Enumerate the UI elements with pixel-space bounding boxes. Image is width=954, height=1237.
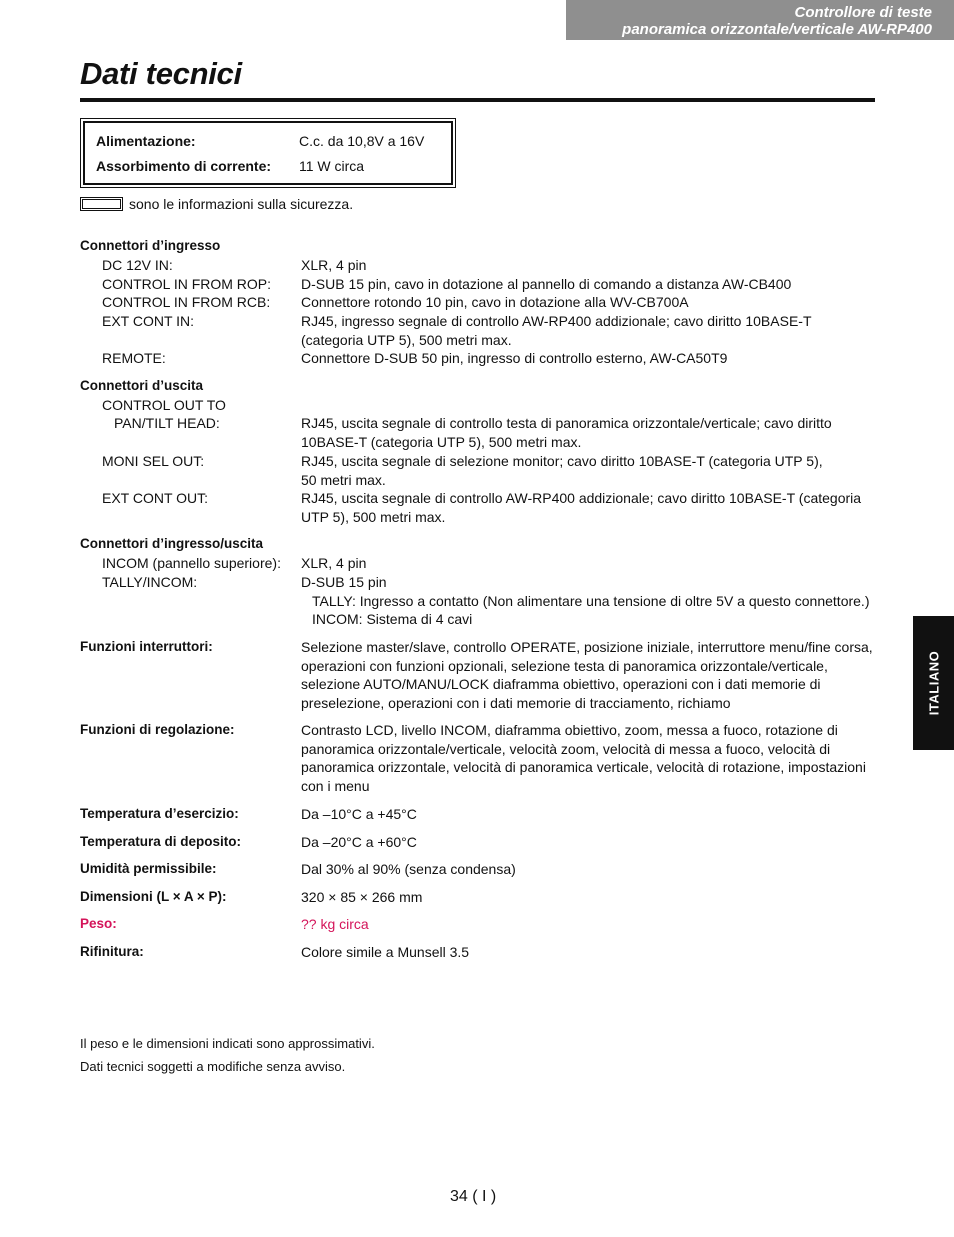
input-label: EXT CONT IN: xyxy=(102,313,195,329)
io-label: INCOM (pannello superiore): xyxy=(102,555,281,571)
header-line-1: Controllore di teste xyxy=(794,4,932,21)
output-value: RJ45, uscita segnale di controllo AW-RP400 addizionale; cavo diritto 10BASE-T (categoria UTP 5), 500 metri max. xyxy=(301,490,862,525)
input-value: RJ45, ingresso segnale di controllo AW-RP400 addizionale; cavo diritto 10BASE-T (categoria UTP 5), 500 metri max. xyxy=(301,313,812,348)
spec-value-weight: ?? kg circa xyxy=(301,916,369,932)
inputs-heading: Connettori d’ingresso xyxy=(80,238,221,253)
spec-label: Temperatura d’esercizio: xyxy=(80,806,239,821)
safety-box-inner xyxy=(83,121,453,185)
output-value: RJ45, uscita segnale di selezione monitor; cavo diritto 10BASE-T (categoria UTP 5), 50 metri max. xyxy=(301,453,823,488)
spec-value: Da –10°C a +45°C xyxy=(301,806,417,822)
io-label: TALLY/INCOM: xyxy=(102,574,198,590)
spec-label: Temperatura di deposito: xyxy=(80,834,242,849)
outputs-heading: Connettori d’uscita xyxy=(80,378,204,393)
safety-box xyxy=(80,118,456,188)
footnote: Il peso e le dimensioni indicati sono approssimativi. xyxy=(80,1036,375,1051)
incom-note: INCOM: Sistema di 4 cavi xyxy=(312,611,473,627)
io-value: D-SUB 15 pin xyxy=(301,574,387,590)
spec-value: Selezione master/slave, controllo OPERATE, posizione iniziale, interruttore menu/fine corsa, operazioni con funzioni opzionali, selezione testa di panoramica orizzontale/verticale, selezione AUTO/MANU/LOCK diaframma obiettivo, operazioni con i dati memorie di preselezione, operazioni con i dati memorie di tracciamento, richiamo xyxy=(301,639,873,711)
spec-value: Da –20°C a +60°C xyxy=(301,834,417,850)
safety-box-symbol xyxy=(80,197,123,211)
title-rule xyxy=(80,98,875,102)
spec-value: Dal 30% al 90% (senza condensa) xyxy=(301,861,516,877)
spec-label-weight: Peso: xyxy=(80,916,117,931)
spec-label: Funzioni di regolazione: xyxy=(80,722,235,737)
output-value: RJ45, uscita segnale di controllo testa di panoramica orizzontale/verticale; cavo diritto 10BASE-T (categoria UTP 5), 500 metri max. xyxy=(301,415,832,450)
power-row xyxy=(96,133,424,149)
io-value: XLR, 4 pin xyxy=(301,555,367,571)
header-banner xyxy=(566,0,954,40)
safety-note xyxy=(80,196,353,212)
input-label: DC 12V IN: xyxy=(102,257,173,273)
output-label: CONTROL OUT TO xyxy=(102,397,226,413)
io-heading: Connettori d’ingresso/uscita xyxy=(80,536,264,551)
language-tab-label: ITALIANO xyxy=(926,650,941,716)
current-label: Assorbimento di corrente: xyxy=(96,158,272,174)
footnote: Dati tecnici soggetti a modifiche senza avviso. xyxy=(80,1059,346,1074)
power-label: Alimentazione: xyxy=(96,133,196,149)
input-value: Connettore rotondo 10 pin, cavo in dotazione alla WV-CB700A xyxy=(301,294,689,310)
current-row xyxy=(96,158,364,174)
spec-label: Rifinitura: xyxy=(80,944,144,959)
safety-note-text: sono le informazioni sulla sicurezza. xyxy=(129,196,354,212)
spec-label: Funzioni interruttori: xyxy=(80,639,213,654)
current-value: 11 W circa xyxy=(299,158,365,174)
spec-value: Contrasto LCD, livello INCOM, diaframma obiettivo, zoom, messa a fuoco, rotazione di panoramica orizzontale/verticale, velocità zoom, velocità di messa a fuoco, velocità di panoramica orizzontale, velocità di panoramica verticale, velocità di rotazione, impostazioni con i menu xyxy=(301,722,866,794)
input-label: REMOTE: xyxy=(102,350,166,366)
spec-value: Colore simile a Munsell 3.5 xyxy=(301,944,470,960)
spec-label: Dimensioni (L × A × P): xyxy=(80,889,227,904)
output-label: MONI SEL OUT: xyxy=(102,453,205,469)
input-value: D-SUB 15 pin, cavo in dotazione al pannello di comando a distanza AW-CB400 xyxy=(301,276,792,292)
language-tab xyxy=(913,616,954,750)
output-label-continued: PAN/TILT HEAD: xyxy=(114,415,220,431)
spec-label: Umidità permissibile: xyxy=(80,861,217,876)
input-value: Connettore D-SUB 50 pin, ingresso di controllo esterno, AW-CA50T9 xyxy=(301,350,728,366)
tally-note: TALLY: Ingresso a contatto (Non alimentare una tensione di oltre 5V a questo connettore.) xyxy=(312,593,870,609)
page-title: Dati tecnici xyxy=(80,56,242,91)
output-label: EXT CONT OUT: xyxy=(102,490,209,506)
input-label: CONTROL IN FROM RCB: xyxy=(102,294,271,310)
input-value: XLR, 4 pin xyxy=(301,257,367,273)
page-number: 34 ( I ) xyxy=(450,1188,497,1205)
header-line-2: panoramica orizzontale/verticale AW-RP400 xyxy=(622,21,932,38)
power-value: C.c. da 10,8V a 16V xyxy=(299,133,425,149)
spec-value: 320 × 85 × 266 mm xyxy=(301,889,423,905)
input-label: CONTROL IN FROM ROP: xyxy=(102,276,272,292)
